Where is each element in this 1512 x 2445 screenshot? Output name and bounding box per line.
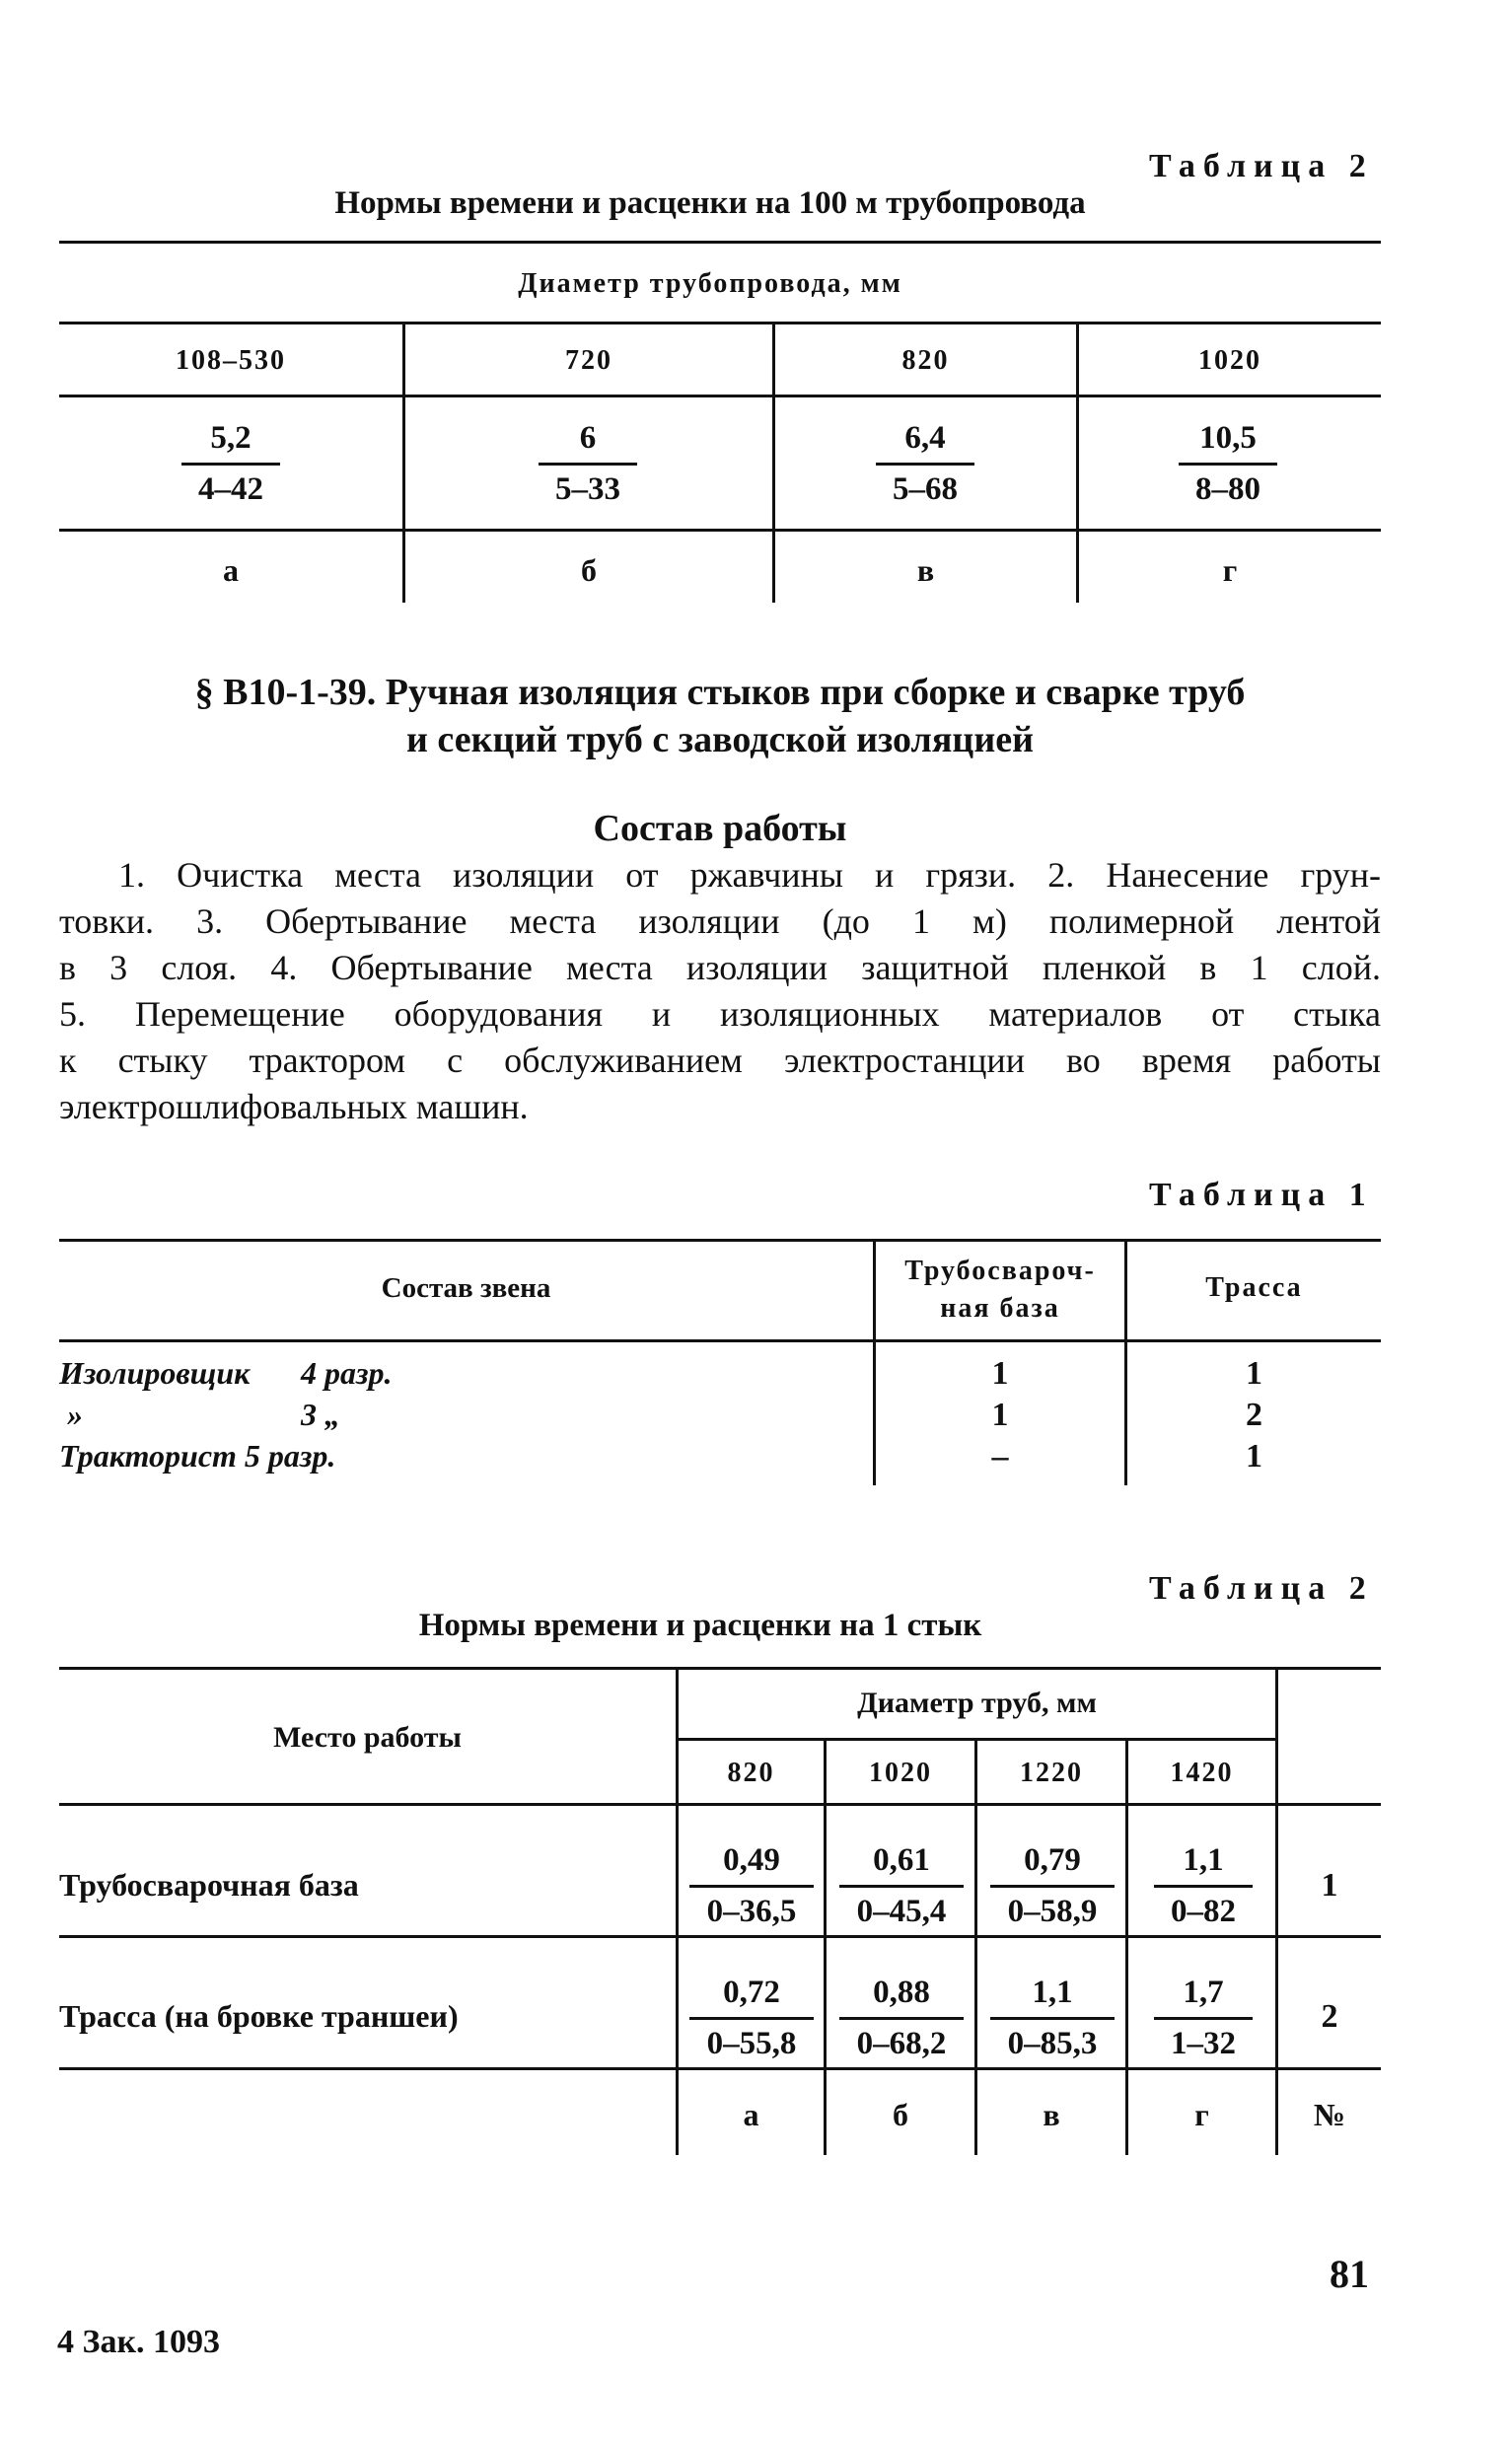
table1-row-name: Изолировщик bbox=[59, 1355, 251, 1391]
rule bbox=[679, 1738, 1275, 1741]
column-letter: г bbox=[1194, 2097, 1209, 2132]
table1-row-grade: 4 разр. bbox=[301, 1355, 393, 1391]
table-top-col: 108–530 bbox=[176, 345, 286, 376]
norm-fraction: $\frac{0,72}{0-55,8}$ bbox=[689, 1977, 814, 2060]
footer-order-number: 4 Зак. 1093 bbox=[57, 2324, 221, 2360]
table1-col-base-line: Трубосвароч- bbox=[904, 1256, 1096, 1286]
table2-row-place: Трасса (на бровке траншеи) bbox=[59, 1998, 459, 2034]
section-subheading: Состав работы bbox=[593, 808, 847, 849]
paragraph-line: 5. Перемещение оборудования и изоляционных материалов от стыка bbox=[59, 994, 1381, 1034]
table2-col-place: Место работы bbox=[273, 1721, 462, 1754]
rule bbox=[59, 1339, 1381, 1342]
norm-fraction: $\frac{6}{5-33}$ bbox=[539, 422, 637, 506]
rule bbox=[59, 1935, 1381, 1938]
paragraph-line: в 3 слоя. 4. Обертывание места изоляции защитной пленкой в 1 слой. bbox=[59, 948, 1381, 987]
table2-title: Нормы времени и расценки на 1 стык bbox=[418, 1608, 982, 1643]
norm-fraction: $\frac{0,79}{0-58,9}$ bbox=[990, 1844, 1115, 1928]
table-top-col: 1020 bbox=[1198, 345, 1261, 376]
section-heading bbox=[59, 669, 1381, 763]
norm-fraction: $\frac{5,2}{4-42}$ bbox=[181, 422, 280, 506]
table1-row-grade: 3 „ bbox=[301, 1397, 340, 1432]
table1-cell: 2 bbox=[1246, 1397, 1262, 1433]
table1-col-base bbox=[876, 1253, 1124, 1328]
paragraph-line: к стыку трактором с обслуживанием электростанции во время работы bbox=[59, 1041, 1381, 1080]
norm-fraction: $\frac{1,1}{0-82}$ bbox=[1154, 1844, 1253, 1928]
rule bbox=[59, 322, 1381, 324]
rule bbox=[59, 529, 1381, 532]
table1-cell: 1 bbox=[991, 1397, 1009, 1433]
table1-col-base-line: ная база bbox=[940, 1293, 1060, 1324]
norm-fraction: $\frac{0,88}{0-68,2}$ bbox=[839, 1977, 964, 2060]
rule bbox=[59, 1667, 1381, 1670]
table2-diameter: 1220 bbox=[1020, 1758, 1083, 1788]
rule bbox=[59, 395, 1381, 397]
number-column-label: № bbox=[1313, 2097, 1346, 2132]
table1-cell: 1 bbox=[1246, 1355, 1262, 1392]
paragraph-line: товки. 3. Обертывание места изоляции (до 1 м) полимерной лентой bbox=[59, 901, 1381, 941]
table2-diameter: 1420 bbox=[1170, 1758, 1234, 1788]
table1-col-composition: Состав звена bbox=[381, 1272, 551, 1304]
table1-row-name: Тракторист 5 разр. bbox=[59, 1438, 336, 1474]
table2-row-number: 2 bbox=[1321, 1998, 1338, 2035]
table2-col-diameter: Диаметр труб, мм bbox=[857, 1687, 1097, 1719]
column-letter: а bbox=[223, 552, 239, 588]
table2-row-place: Трубосварочная база bbox=[59, 1867, 359, 1903]
norm-fraction: $\frac{1,1}{0-85,3}$ bbox=[990, 1977, 1115, 2060]
rule bbox=[59, 1239, 1381, 1242]
divider bbox=[1275, 1667, 1278, 2155]
paragraph-line: 1. Очистка места изоляции от ржавчины и грязи. 2. Нанесение грун- bbox=[118, 855, 1381, 895]
column-letter: а bbox=[743, 2097, 759, 2132]
table2-row-number: 1 bbox=[1321, 1867, 1338, 1904]
norm-fraction: $\frac{0,61}{0-45,4}$ bbox=[839, 1844, 964, 1928]
table-top-col: 820 bbox=[901, 345, 950, 376]
norm-fraction: $\frac{0,49}{0-36,5}$ bbox=[689, 1844, 814, 1928]
rule bbox=[59, 241, 1381, 244]
table1-cell: 1 bbox=[991, 1355, 1009, 1392]
column-letter: в bbox=[1043, 2097, 1060, 2132]
column-letter: б bbox=[581, 552, 597, 588]
table1-col-route: Трасса bbox=[1205, 1272, 1303, 1303]
section-heading-line: и секций труб с заводской изоляцией bbox=[406, 719, 1034, 760]
table2-diameter: 1020 bbox=[869, 1758, 932, 1788]
norm-fraction: $\frac{1,7}{1-32}$ bbox=[1154, 1977, 1253, 2060]
divider bbox=[974, 1738, 977, 2155]
table-top-label: Таблица 2 bbox=[1149, 148, 1374, 184]
column-letter: г bbox=[1222, 552, 1238, 588]
table1-label: Таблица 1 bbox=[1149, 1177, 1374, 1213]
column-letter: в bbox=[916, 552, 935, 588]
table1-cell: – bbox=[991, 1438, 1009, 1474]
table-top-title: Нормы времени и расценки на 100 м трубопровода bbox=[334, 185, 1086, 221]
rule bbox=[59, 1803, 1381, 1806]
table-top-col: 720 bbox=[565, 345, 612, 376]
work-description bbox=[59, 852, 1381, 1130]
rule bbox=[59, 2067, 1381, 2070]
norm-fraction: $\frac{6,4}{5-68}$ bbox=[876, 422, 974, 506]
table2-label: Таблица 2 bbox=[1149, 1570, 1374, 1607]
paragraph-line: электрошлифовальных машин. bbox=[59, 1087, 529, 1126]
column-letter: б bbox=[893, 2097, 908, 2132]
divider bbox=[1125, 1738, 1128, 2155]
page-number: 81 bbox=[1330, 2252, 1369, 2296]
table2-diameter: 820 bbox=[727, 1758, 775, 1788]
table1-row-name: » bbox=[67, 1397, 83, 1432]
table-top-header: Диаметр трубопровода, мм bbox=[518, 268, 902, 299]
norm-fraction: $\frac{10,5}{8-80}$ bbox=[1179, 422, 1277, 506]
section-heading-line: § В10-1-39. Ручная изоляция стыков при сборке и сварке труб bbox=[194, 672, 1246, 713]
table1-cell: 1 bbox=[1246, 1438, 1262, 1474]
divider bbox=[824, 1738, 827, 2155]
